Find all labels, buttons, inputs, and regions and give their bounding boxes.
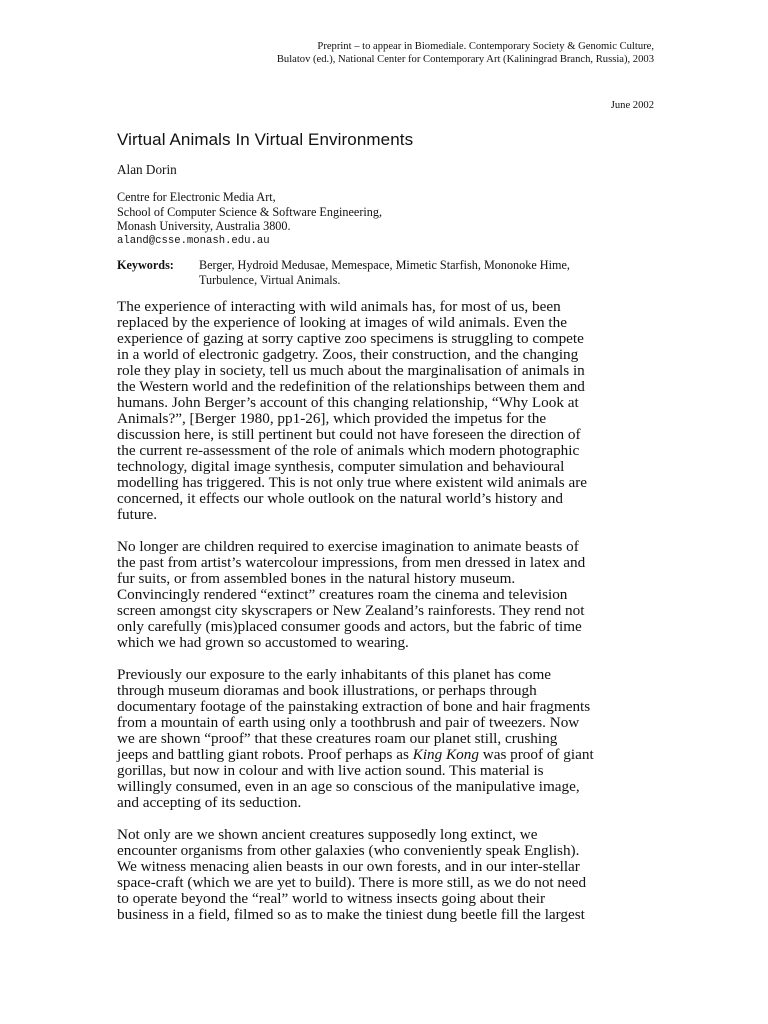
text-line: screen amongst city skyscrapers or New Zealand’s rainforests. They rend not: [117, 602, 585, 619]
text-line: technology, digital image synthesis, computer simulation and behavioural: [117, 458, 565, 475]
text-line: modelling has triggered. This is not only true where existent wild animals are: [117, 474, 588, 491]
text-line: to operate beyond the “real” world to witness insects going about their: [117, 890, 546, 907]
text-line: Convincingly rendered “extinct” creatures roam the cinema and television: [117, 586, 568, 603]
keywords-label: Keywords:: [117, 258, 174, 272]
text-line: humans. John Berger’s account of this changing relationship, “Why Look at: [117, 394, 579, 411]
text-line: No longer are children required to exercise imagination to animate beasts of: [117, 538, 579, 555]
text-run: jeeps and battling giant robots. Proof perhaps as: [117, 746, 413, 763]
keywords-list: [199, 258, 659, 287]
text-line: the current re-assessment of the role of animals which modern photographic: [117, 442, 580, 459]
text-line: fur suits, or from assembled bones in the natural history museum.: [117, 570, 516, 587]
text-line: future.: [117, 506, 158, 523]
text-line: Not only are we shown ancient creatures supposedly long extinct, we: [117, 826, 538, 843]
film-title-king-kong: King Kong: [412, 746, 479, 763]
text-line: from a mountain of earth using only a toothbrush and pair of tweezers. Now: [117, 714, 580, 731]
text-line: space-craft (which we are yet to build). There is more still, as we do not need: [117, 874, 587, 891]
text-line: discussion here, is still pertinent but could not have foreseen the direction of: [117, 426, 581, 443]
author-name: Alan Dorin: [117, 162, 177, 177]
keywords-line-1: Berger, Hydroid Medusae, Memespace, Mimetic Starfish, Mononoke Hime,: [199, 258, 570, 272]
preprint-notice: [277, 41, 654, 66]
affiliation-line: School of Computer Science & Software Engineering,: [117, 204, 383, 219]
preprint-line-1: Preprint – to appear in Biomediale. Contemporary Society & Genomic Culture,: [317, 41, 654, 52]
text-line: the past from artist’s watercolour impressions, from men dressed in latex and: [117, 554, 586, 571]
text-line: only carefully (mis)placed consumer goods and actors, but the fabric of time: [117, 618, 582, 635]
text-line: encounter organisms from other galaxies (who conveniently speak English).: [117, 842, 580, 859]
text-line: replaced by the experience of looking at images of wild animals. Even the: [117, 314, 567, 331]
text-line: Animals?”, [Berger 1980, pp1-26], which provided the impetus for the: [117, 410, 547, 427]
text-line: we are shown “proof” that these creatures roam our planet still, crushing: [117, 730, 558, 747]
paper-title: Virtual Animals In Virtual Environments: [117, 130, 414, 149]
text-line: and accepting of its seduction.: [117, 794, 302, 811]
text-line: in a world of electronic gadgetry. Zoos, their construction, and the changing: [117, 346, 579, 363]
text-line: through museum dioramas and book illustrations, or perhaps through: [117, 682, 537, 699]
text-line: We witness menacing alien beasts in our own forests, and in our inter-stellar: [117, 858, 580, 875]
text-line: role they play in society, tell us much about the marginalisation of animals in: [117, 362, 585, 379]
text-line: experience of gazing at sorry captive zoo specimens is struggling to compete: [117, 330, 584, 347]
author-affiliation: [117, 190, 382, 248]
text-run: was proof of giant: [478, 746, 594, 763]
affiliation-line: Monash University, Australia 3800.: [117, 219, 291, 233]
paragraph-1: [117, 299, 657, 523]
preprint-line-2: Bulatov (ed.), National Center for Contemporary Art (Kaliningrad Branch, Russia), 2003: [276, 53, 654, 65]
text-line: which we had grown so accustomed to wearing.: [117, 634, 409, 651]
body-text: [117, 299, 657, 939]
text-line: gorillas, but now in colour and with live action sound. This material is: [117, 762, 544, 779]
text-line: Previously our exposure to the early inhabitants of this planet has come: [117, 666, 552, 683]
text-line: documentary footage of the painstaking extraction of bone and hair fragments: [117, 698, 591, 715]
text-line: concerned, it effects our whole outlook on the natural world’s history and: [117, 490, 563, 507]
paragraph-2: [117, 539, 657, 651]
text-line: the Western world and the redefinition of the relationships between them and: [117, 378, 585, 395]
text-line-with-italic: [117, 747, 657, 763]
affiliation-line: Centre for Electronic Media Art,: [117, 190, 276, 204]
text-line: willingly consumed, even in an age so conscious of the manipulative image,: [117, 778, 580, 795]
text-line: business in a field, filmed so as to make the tiniest dung beetle fill the largest: [117, 906, 585, 923]
author-email: aland@csse.monash.edu.au: [117, 234, 270, 247]
text-line: The experience of interacting with wild animals has, for most of us, been: [117, 298, 561, 315]
paragraph-4: [117, 827, 657, 923]
keywords-line-2: Turbulence, Virtual Animals.: [199, 272, 341, 287]
paragraph-3: [117, 667, 657, 811]
paper-date: June 2002: [610, 100, 654, 111]
